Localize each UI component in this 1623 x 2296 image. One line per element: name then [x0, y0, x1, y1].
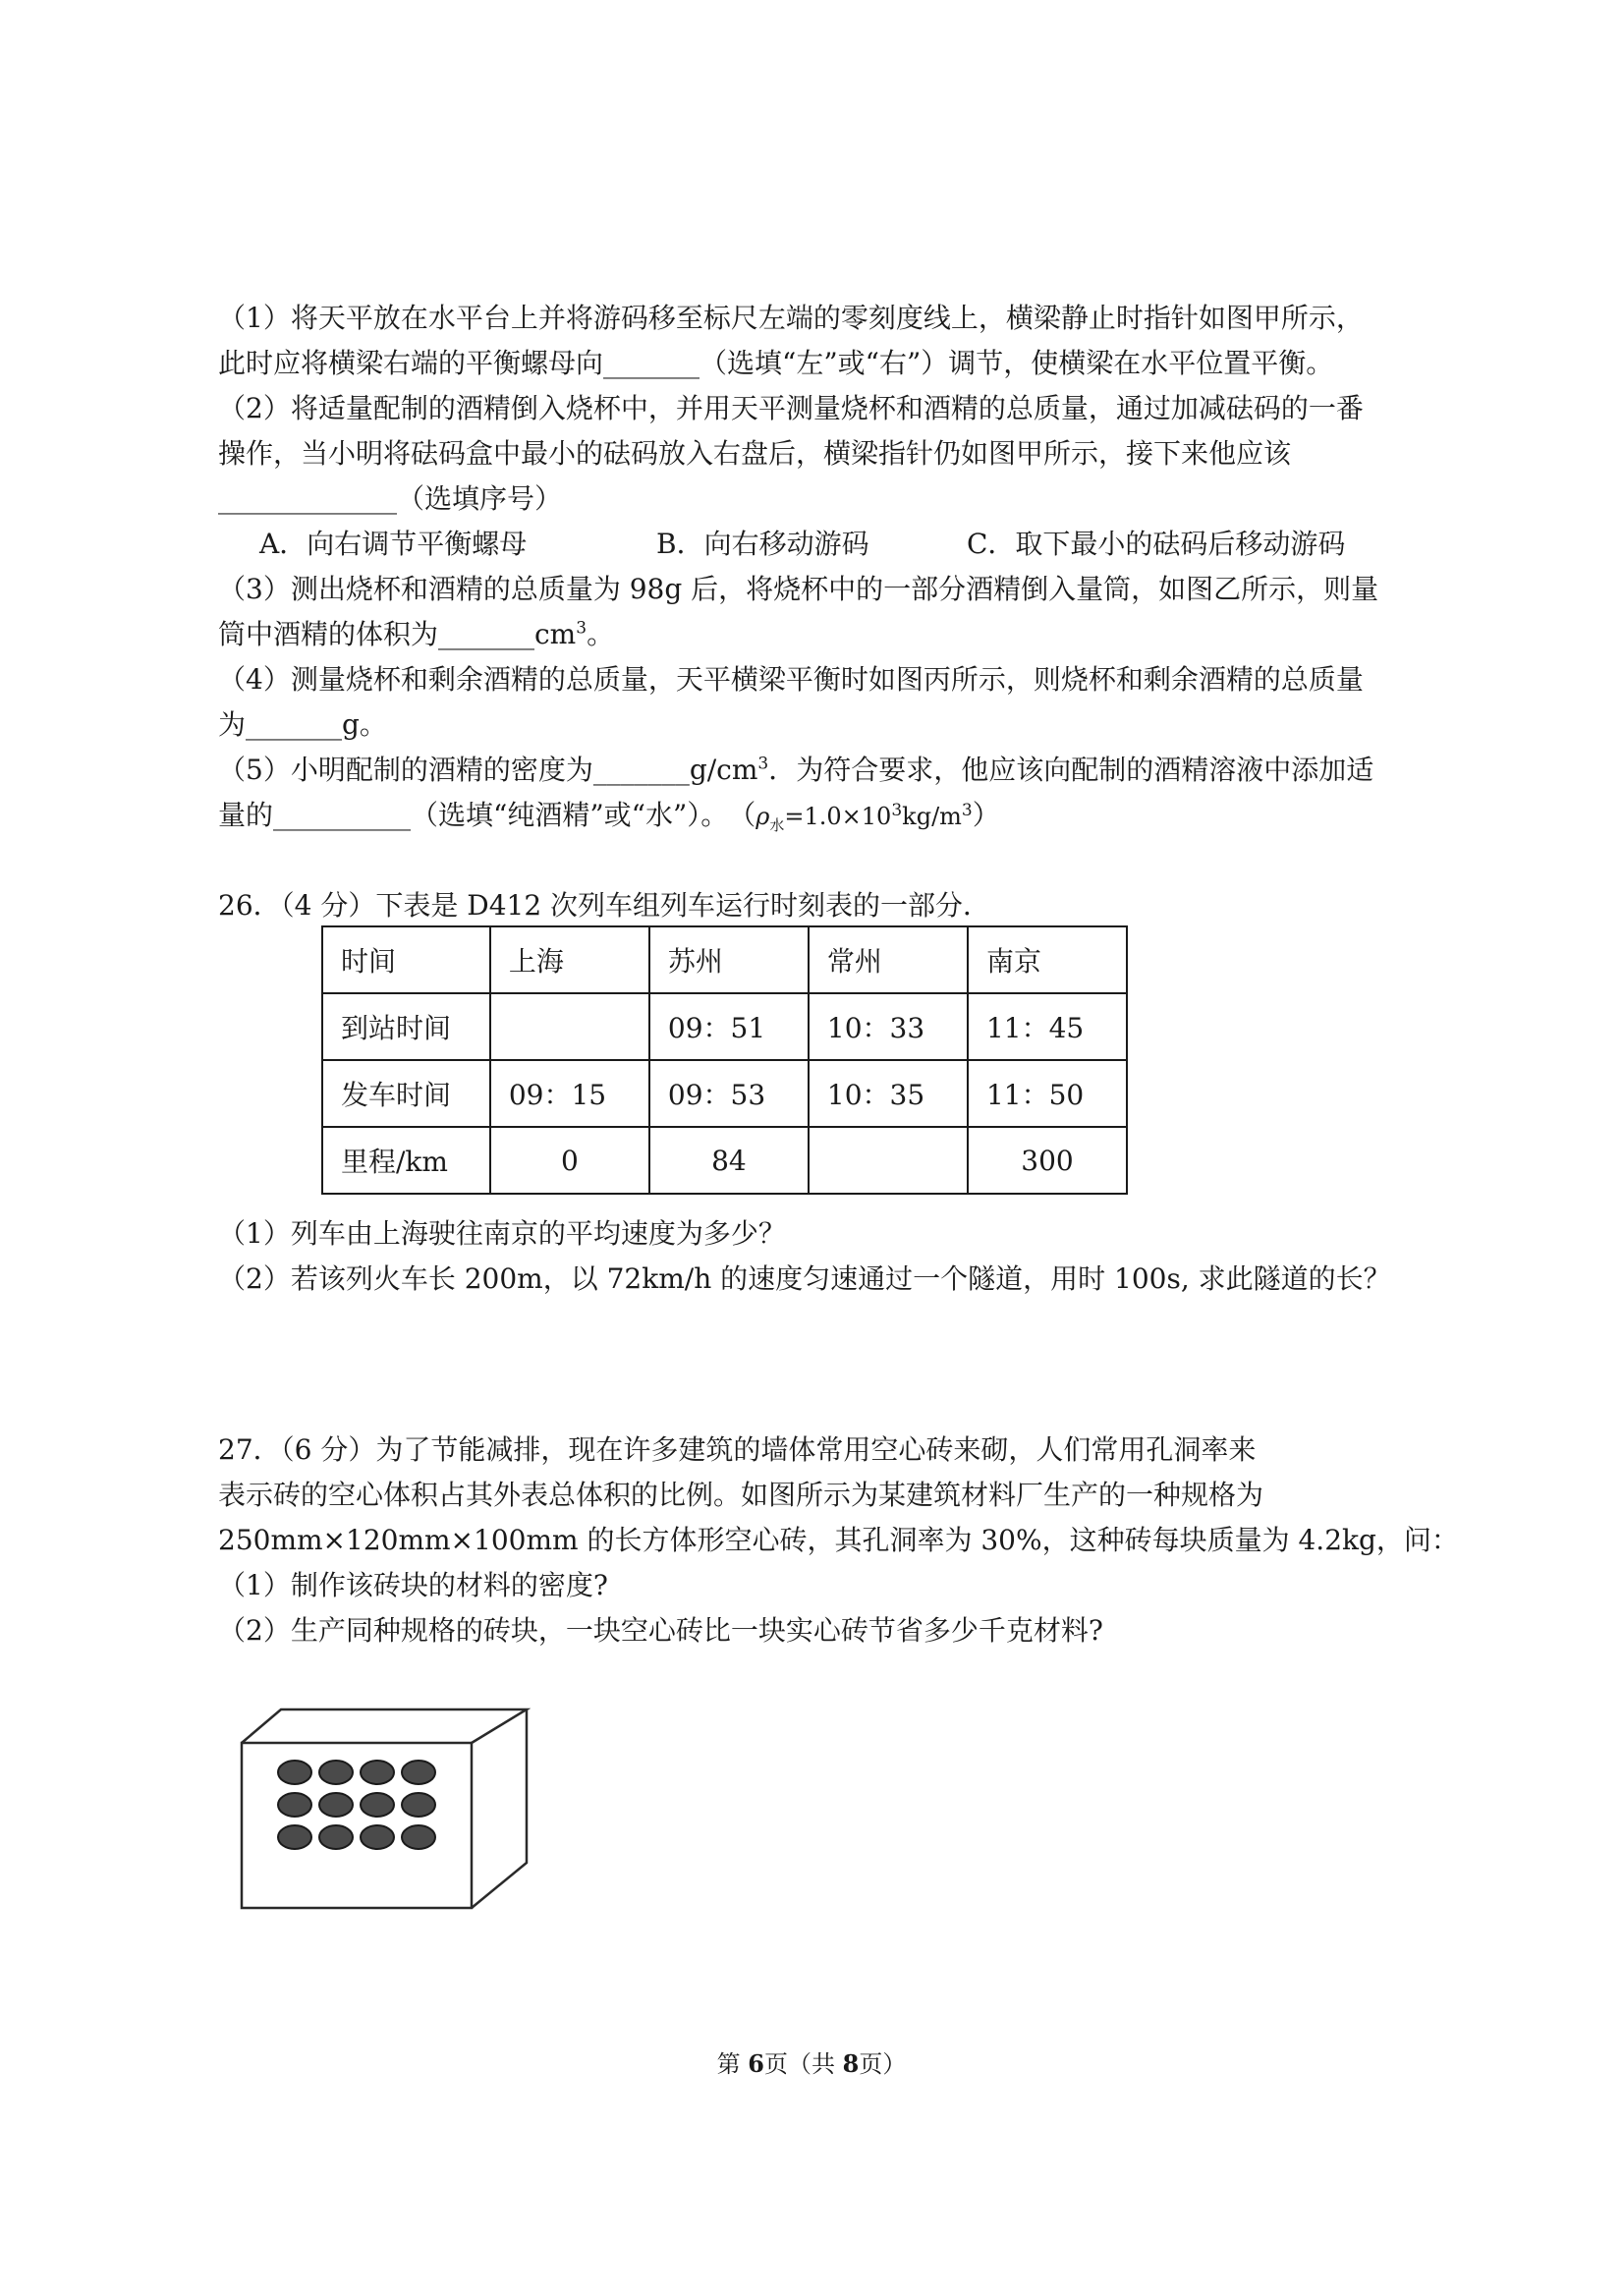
brick-hole — [361, 1825, 394, 1849]
table-cell: 09：15 — [490, 1060, 649, 1127]
q25-part2-line1: （2）将适量配制的酒精倒入烧杯中，并用天平测量烧杯和酒精的总质量，通过加减砝码的一番 — [218, 392, 1364, 424]
brick-hole — [361, 1793, 394, 1817]
q25-part2-line2: 操作，当小明将砝码盒中最小的砝码放入右盘后，横梁指针仍如图甲所示，接下来他应该 — [218, 437, 1292, 470]
rho-symbol: ρ — [756, 803, 770, 830]
q25-part5-exponent: 3 — [757, 754, 769, 774]
q27-line1: 27．（6 分）为了节能减排，现在许多建筑的墙体常用空心砖来砌，人们常用孔洞率来 — [218, 1433, 1257, 1466]
q25-part2-line3: _____________（选填序号） — [218, 482, 563, 515]
brick-hole — [319, 1793, 353, 1817]
q25-part5-line2-text: 量的__________（选填“纯酒精”或“水”）。 （ — [218, 799, 756, 831]
table-cell: 10：35 — [809, 1060, 968, 1127]
footer-prefix: 第 — [716, 2050, 749, 2078]
brick-hole — [319, 1761, 353, 1784]
density-exponent: 3 — [891, 801, 903, 820]
density-unit-exponent: 3 — [961, 801, 973, 820]
q25-part3-exponent: 3 — [576, 618, 588, 639]
footer-page-number: 6 — [748, 2049, 764, 2078]
brick-hole — [278, 1761, 311, 1784]
density-unit: kg/m — [902, 803, 962, 830]
table-cell: 84 — [649, 1127, 809, 1194]
table-cell: 300 — [968, 1127, 1127, 1194]
page-footer — [0, 2048, 1623, 2080]
table-cell: 11：45 — [968, 993, 1127, 1060]
table-cell: 苏州 — [649, 926, 809, 993]
brick-hole — [361, 1761, 394, 1784]
q25-part3-line2 — [218, 617, 614, 652]
q25-part3-end: 。 — [587, 618, 615, 650]
brick-front-face — [242, 1743, 472, 1908]
table-cell — [490, 993, 649, 1060]
rho-subscript: 水 — [769, 815, 785, 834]
table-row — [322, 993, 1127, 1060]
footer-middle: 页（共 — [764, 2050, 843, 2078]
table-cell: 11：50 — [968, 1060, 1127, 1127]
q26-sub1: （1）列车由上海驶往南京的平均速度为多少？ — [218, 1217, 786, 1250]
brick-hole — [278, 1825, 311, 1849]
table-cell: 里程/km — [322, 1127, 490, 1194]
train-timetable — [321, 925, 1128, 1195]
water-density-note — [756, 801, 973, 834]
brick-hole — [402, 1793, 435, 1817]
table-cell: 南京 — [968, 926, 1127, 993]
table-row — [322, 1060, 1127, 1127]
table-row — [322, 1127, 1127, 1194]
q25-part1-line2: 此时应将横梁右端的平衡螺母向_______（选填“左”或“右”）调节，使横梁在水平位置平衡。 — [218, 347, 1334, 379]
table-header-row — [322, 926, 1127, 993]
table-cell: 0 — [490, 1127, 649, 1194]
option-a: A．向右调节平衡螺母 — [259, 528, 528, 560]
brick-hole — [319, 1825, 353, 1849]
option-b: B．向右移动游码 — [656, 528, 869, 560]
q25-part5-text: （5）小明配制的酒精的密度为_______g/cm — [218, 754, 758, 786]
hollow-brick-figure — [236, 1708, 531, 1914]
table-cell: 时间 — [322, 926, 490, 993]
q25-part3-line1: （3）测出烧杯和酒精的总质量为 98g 后，将烧杯中的一部分酒精倒入量筒，如图乙所示，则量 — [218, 573, 1379, 605]
q27-line3: 250mm×120mm×100mm 的长方体形空心砖，其孔洞率为 30%，这种砖每块质量为 4.2kg，问： — [218, 1524, 1459, 1556]
table-cell: 发车时间 — [322, 1060, 490, 1127]
table-cell: 到站时间 — [322, 993, 490, 1060]
footer-suffix: 页） — [859, 2050, 907, 2078]
q26-heading: 26．（4 分）下表是 D412 次列车组列车运行时刻表的一部分． — [218, 889, 991, 922]
footer-total-pages: 8 — [842, 2049, 860, 2078]
table-cell: 10：33 — [809, 993, 968, 1060]
option-c: C．取下最小的砝码后移动游码 — [967, 528, 1346, 560]
q27-sub2: （2）生产同种规格的砖块，一块空心砖比一块实心砖节省多少千克材料? — [218, 1614, 1103, 1647]
q27-line2: 表示砖的空心体积占其外表总体积的比例。如图所示为某建筑材料厂生产的一种规格为 — [218, 1479, 1264, 1511]
q25-part5-line2 — [218, 798, 1000, 834]
q25-part4-line1: （4）测量烧杯和剩余酒精的总质量，天平横梁平衡时如图丙所示，则烧杯和剩余酒精的总质量 — [218, 663, 1364, 696]
brick-hole — [402, 1761, 435, 1784]
density-value: =1.0×10 — [784, 803, 892, 830]
q25-part5-line1 — [218, 753, 1373, 788]
q25-part3-text: 筒中酒精的体积为_______cm — [218, 618, 577, 650]
table-cell: 上海 — [490, 926, 649, 993]
q25-options — [259, 527, 1345, 562]
table-cell: 常州 — [809, 926, 968, 993]
table-cell: 09：51 — [649, 993, 809, 1060]
q25-part5-close: ） — [972, 799, 1000, 831]
q25-part1-line1: （1）将天平放在水平台上并将游码移至标尺左端的零刻度线上，横梁静止时指针如图甲所示， — [218, 302, 1364, 334]
q26-sub2: （2）若该列火车长 200m，以 72km/h 的速度匀速通过一个隧道，用时 100s, 求此隧道的长？ — [218, 1262, 1391, 1295]
q25-part5-text-end: ．为符合要求，他应该向配制的酒精溶液中添加适 — [768, 754, 1374, 786]
table-cell: 09：53 — [649, 1060, 809, 1127]
brick-hole — [402, 1825, 435, 1849]
q27-sub1: （1）制作该砖块的材料的密度? — [218, 1569, 608, 1601]
brick-hole — [278, 1793, 311, 1817]
brick-top-face — [242, 1709, 527, 1743]
q25-part4-line2: 为_______g。 — [218, 708, 387, 741]
table-cell — [809, 1127, 968, 1194]
